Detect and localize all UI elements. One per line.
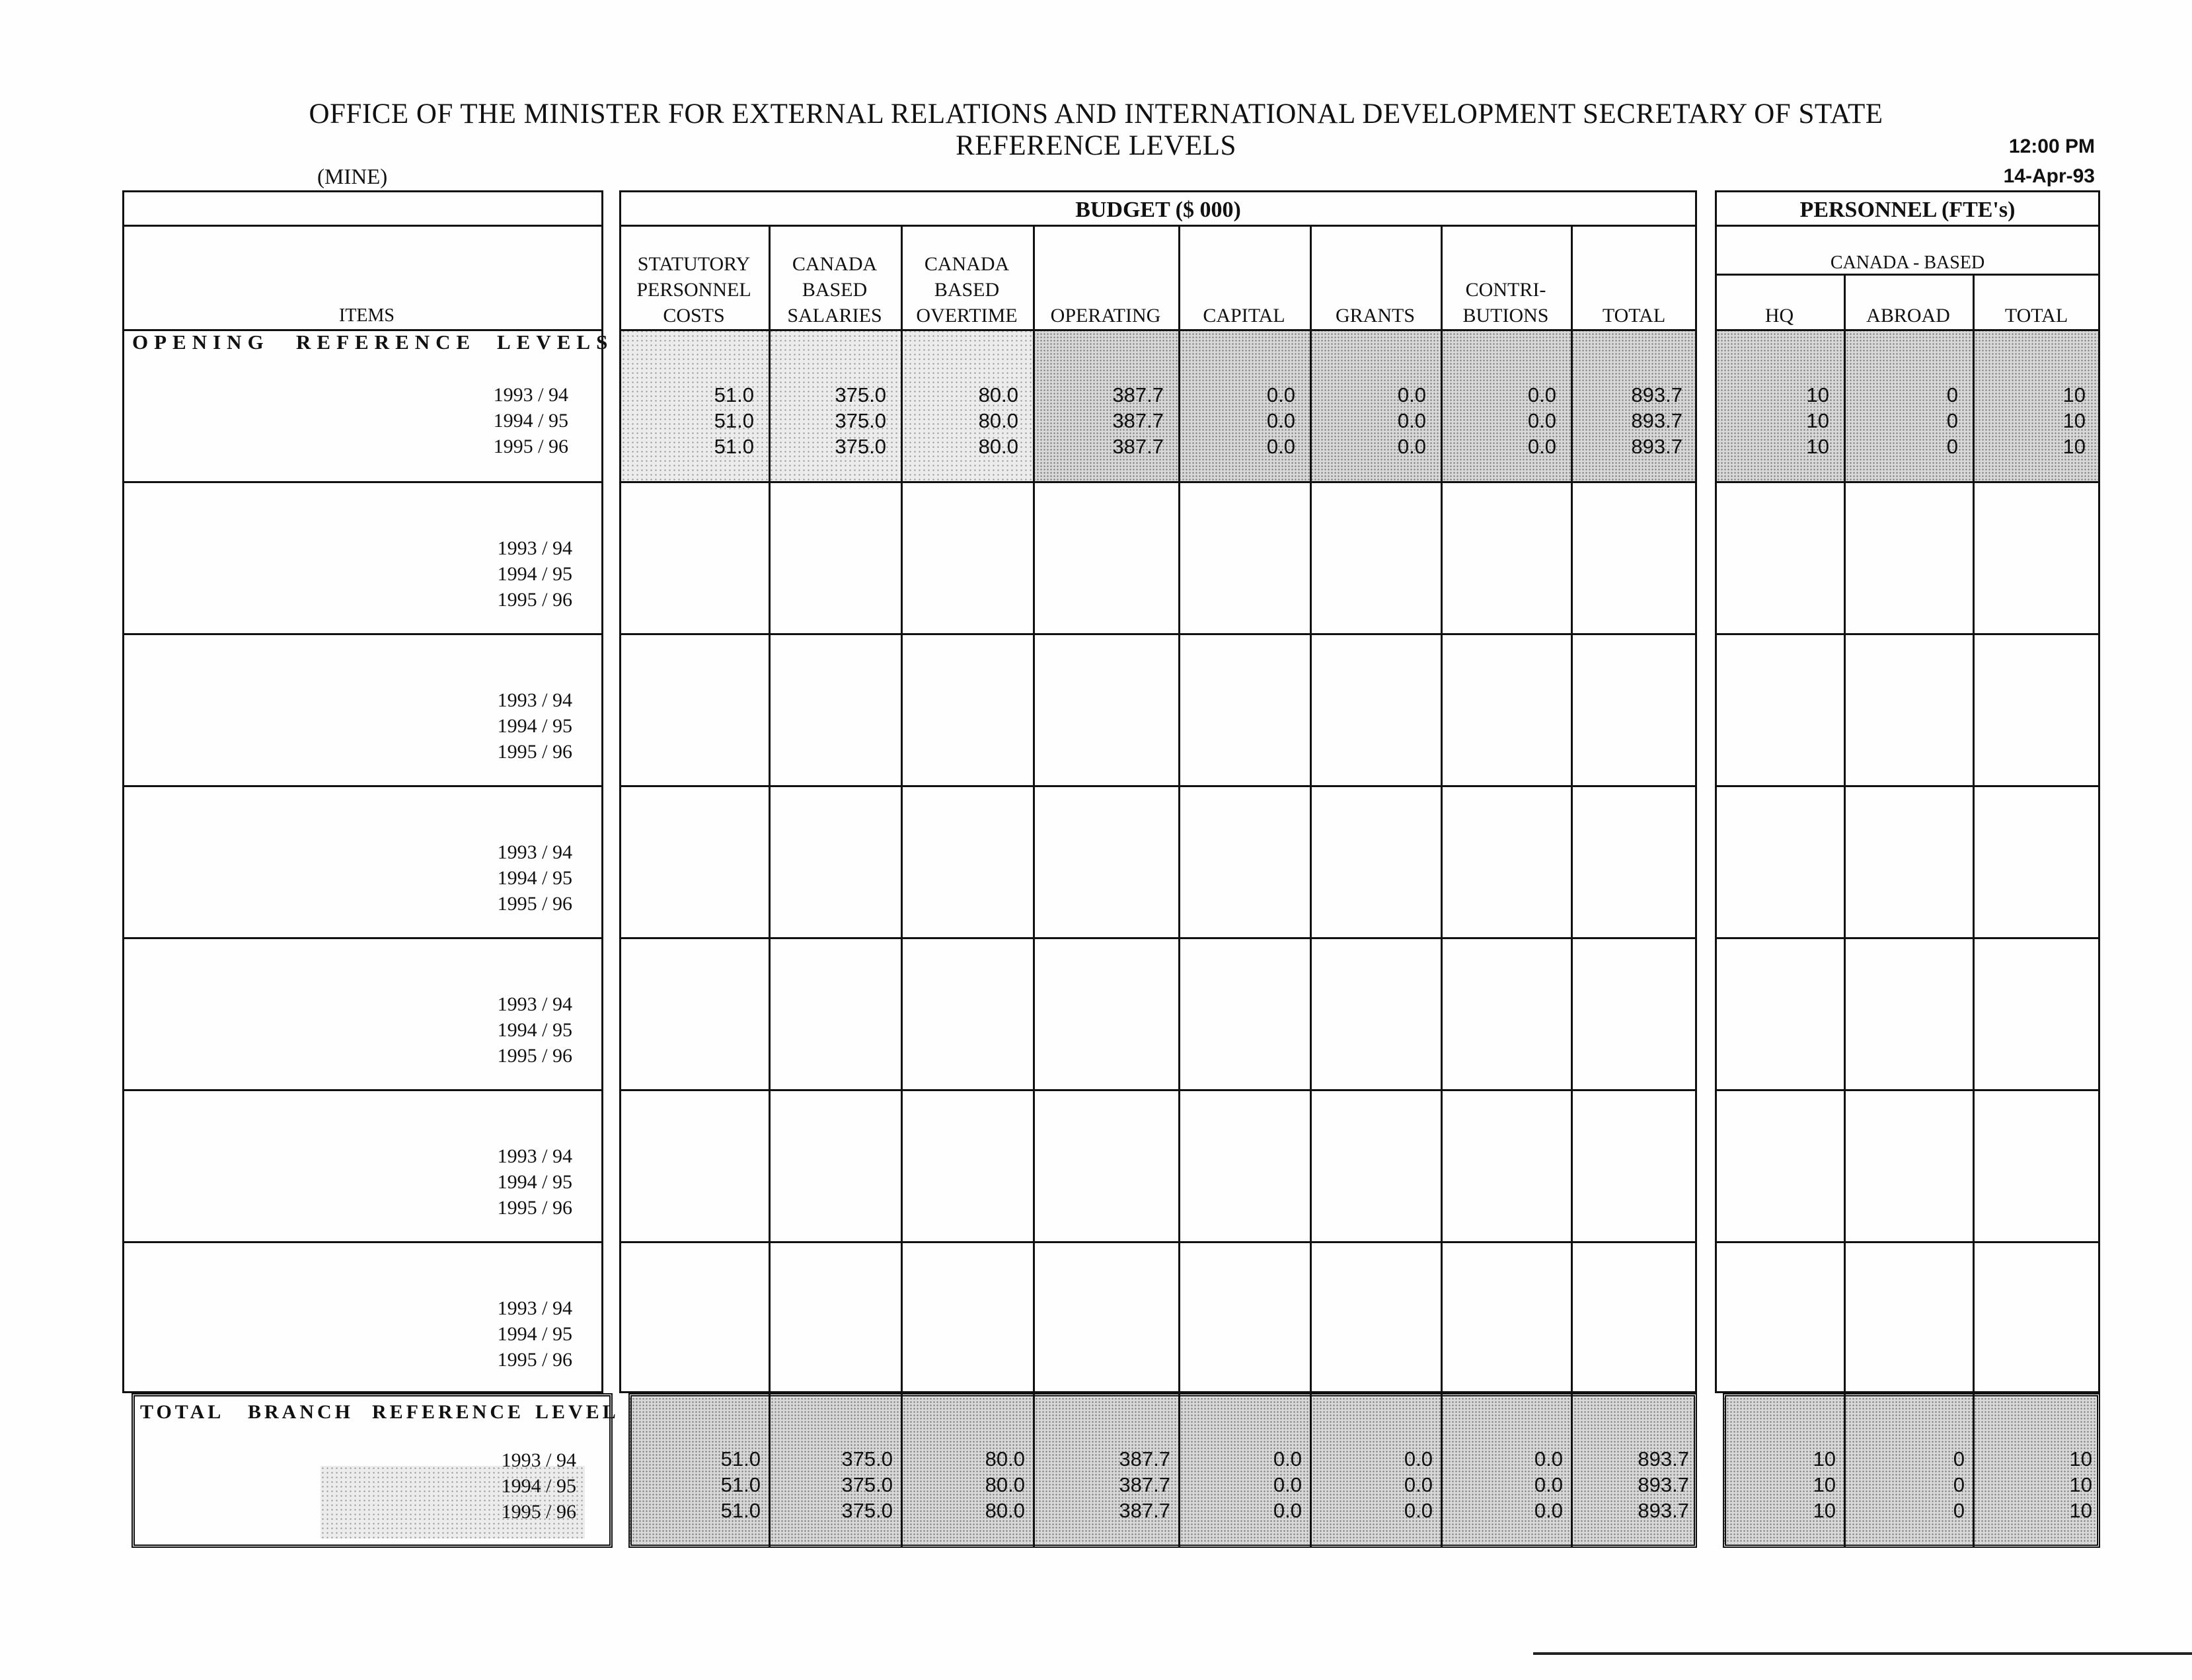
year-label: 1994 / 95 xyxy=(497,1019,572,1041)
data-cell: 0.0 xyxy=(1404,1499,1433,1522)
data-cell: 80.0 xyxy=(985,1499,1025,1522)
canada-based-header: CANADA - BASED xyxy=(1830,252,1985,273)
year-label: 1993 / 94 xyxy=(497,1297,572,1319)
opening-label-part: OPENING xyxy=(132,330,270,354)
block-separator xyxy=(1715,937,2100,939)
total-label-part: BRANCH xyxy=(248,1401,354,1423)
year-label: 1995 / 96 xyxy=(497,741,572,763)
personnel-column-header: TOTAL xyxy=(2004,305,2068,326)
data-cell: 80.0 xyxy=(985,1473,1025,1496)
data-cell: 10 xyxy=(2069,1447,2092,1470)
data-cell: 10 xyxy=(2069,1499,2092,1522)
opening-label-part: LEVELS xyxy=(497,330,614,354)
year-label: 1994 / 95 xyxy=(497,1171,572,1193)
total-label-part: REFERENCE xyxy=(372,1401,525,1423)
block-separator xyxy=(1715,633,2100,635)
budget-panel xyxy=(619,190,1697,1393)
document-title: OFFICE OF THE MINISTER FOR EXTERNAL RELATIONS AND INTERNATIONAL DEVELOPMENT SECRETARY OF STATE xyxy=(309,98,1883,130)
data-cell: 0.0 xyxy=(1527,383,1556,406)
year-label: 1994 / 95 xyxy=(497,715,572,737)
data-cell: 10 xyxy=(1806,409,1829,432)
year-label: 1993 / 94 xyxy=(497,993,572,1015)
header-band-line-2 xyxy=(1715,225,2100,227)
data-cell: 0.0 xyxy=(1273,1473,1302,1496)
data-cell: 51.0 xyxy=(714,409,754,432)
year-label: 1995 / 96 xyxy=(497,893,572,915)
block-separator xyxy=(619,633,1697,635)
year-label: 1993 / 94 xyxy=(497,537,572,559)
data-cell: 0.0 xyxy=(1266,435,1295,458)
org-code: (MINE) xyxy=(317,165,388,189)
year-label: 1994 / 95 xyxy=(497,563,572,585)
data-cell: 0.0 xyxy=(1273,1499,1302,1522)
block-separator xyxy=(1715,481,2100,483)
document-subtitle: REFERENCE LEVELS xyxy=(956,130,1236,161)
data-cell: 80.0 xyxy=(978,435,1018,458)
data-cell: 0.0 xyxy=(1397,435,1426,458)
data-cell: 51.0 xyxy=(720,1473,761,1496)
budget-column-header: OPERATING xyxy=(1050,305,1161,326)
data-cell: 0 xyxy=(1953,1447,1965,1470)
data-cell: 387.7 xyxy=(1112,435,1164,458)
data-cell: 80.0 xyxy=(985,1447,1025,1470)
data-cell: 80.0 xyxy=(978,409,1018,432)
data-cell: 10 xyxy=(1813,1499,1836,1522)
personnel-column-header: HQ xyxy=(1764,305,1794,326)
budget-header: BUDGET ($ 000) xyxy=(1075,198,1241,222)
block-separator xyxy=(1715,785,2100,787)
data-cell: 10 xyxy=(1806,435,1829,458)
personnel-panel xyxy=(1715,190,2100,1393)
budget-column-header: GRANTS xyxy=(1335,305,1415,326)
year-label: 1995 / 96 xyxy=(497,1197,572,1219)
print-date: 14-Apr-93 xyxy=(2003,165,2095,187)
data-cell: 0.0 xyxy=(1273,1447,1302,1470)
year-label: 1995 / 96 xyxy=(497,1349,572,1371)
data-cell: 387.7 xyxy=(1119,1499,1170,1522)
block-separator xyxy=(1715,1089,2100,1091)
data-cell: 10 xyxy=(2062,435,2086,458)
block-separator xyxy=(122,481,603,483)
block-separator xyxy=(619,785,1697,787)
year-label: 1993 / 94 xyxy=(497,841,572,863)
data-cell: 10 xyxy=(2069,1473,2092,1496)
year-label: 1995 / 96 xyxy=(493,436,568,457)
block-separator xyxy=(619,937,1697,939)
data-cell: 10 xyxy=(2062,409,2086,432)
data-cell: 0.0 xyxy=(1527,409,1556,432)
data-cell: 375.0 xyxy=(841,1473,893,1496)
print-time: 12:00 PM xyxy=(2008,135,2095,157)
data-cell: 0.0 xyxy=(1534,1473,1563,1496)
data-cell: 51.0 xyxy=(720,1499,761,1522)
data-cell: 893.7 xyxy=(1631,435,1682,458)
personnel-column-line xyxy=(1844,274,1846,1548)
data-cell: 0.0 xyxy=(1397,409,1426,432)
total-label-part: TOTAL xyxy=(140,1401,225,1423)
budget-column-header: COSTS xyxy=(663,305,725,326)
data-cell: 0 xyxy=(1946,383,1958,406)
data-cell: 51.0 xyxy=(720,1447,761,1470)
data-cell: 893.7 xyxy=(1631,409,1682,432)
data-cell: 375.0 xyxy=(841,1447,893,1470)
items-header: ITEMS xyxy=(339,305,395,326)
block-separator xyxy=(619,1241,1697,1243)
header-band-line-0 xyxy=(122,225,603,227)
data-cell: 10 xyxy=(1813,1447,1836,1470)
data-cell: 893.7 xyxy=(1638,1499,1689,1522)
data-cell: 51.0 xyxy=(714,383,754,406)
data-cell: 0 xyxy=(1946,435,1958,458)
header-bottom-line-2 xyxy=(1715,329,2100,331)
year-label: 1993 / 94 xyxy=(493,384,568,406)
data-cell: 10 xyxy=(2062,383,2086,406)
budget-column-header: OVERTIME xyxy=(916,305,1018,326)
year-label: 1995 / 96 xyxy=(497,589,572,611)
personnel-header: PERSONNEL (FTE's) xyxy=(1799,198,2016,222)
year-label: 1994 / 95 xyxy=(493,410,568,432)
data-cell: 0 xyxy=(1953,1473,1965,1496)
year-label: 1994 / 95 xyxy=(497,867,572,889)
data-cell: 893.7 xyxy=(1638,1447,1689,1470)
block-separator xyxy=(122,937,603,939)
data-cell: 375.0 xyxy=(835,409,886,432)
year-label: 1994 / 95 xyxy=(501,1475,576,1497)
data-cell: 0.0 xyxy=(1404,1473,1433,1496)
budget-column-header: CANADA xyxy=(924,253,1010,275)
data-cell: 0.0 xyxy=(1397,383,1426,406)
year-label: 1993 / 94 xyxy=(501,1449,576,1471)
data-cell: 0.0 xyxy=(1404,1447,1433,1470)
data-cell: 0.0 xyxy=(1534,1447,1563,1470)
data-cell: 375.0 xyxy=(835,383,886,406)
year-label: 1995 / 96 xyxy=(497,1045,572,1067)
data-cell: 0.0 xyxy=(1534,1499,1563,1522)
header-bottom-line-1 xyxy=(619,329,1697,331)
year-label: 1995 / 96 xyxy=(501,1501,576,1523)
data-cell: 387.7 xyxy=(1112,383,1164,406)
personnel-column-header: ABROAD xyxy=(1866,305,1950,326)
data-cell: 0.0 xyxy=(1527,435,1556,458)
budget-column-header: CONTRI- xyxy=(1465,279,1546,301)
opening-label-part: REFERENCE xyxy=(296,330,476,354)
data-cell: 893.7 xyxy=(1638,1473,1689,1496)
block-separator xyxy=(122,1089,603,1091)
block-separator xyxy=(619,1089,1697,1091)
budget-column-header: BUTIONS xyxy=(1462,305,1549,326)
year-label: 1994 / 95 xyxy=(497,1323,572,1345)
data-cell: 10 xyxy=(1813,1473,1836,1496)
data-cell: 0 xyxy=(1953,1499,1965,1522)
data-cell: 0.0 xyxy=(1266,383,1295,406)
data-cell: 0.0 xyxy=(1266,409,1295,432)
budget-column-header: BASED xyxy=(802,279,868,301)
year-label: 1993 / 94 xyxy=(497,1145,572,1167)
data-cell: 893.7 xyxy=(1631,383,1682,406)
data-cell: 80.0 xyxy=(978,383,1018,406)
data-cell: 51.0 xyxy=(714,435,754,458)
block-separator xyxy=(1715,1241,2100,1243)
data-cell: 10 xyxy=(1806,383,1829,406)
budget-column-header: CANADA xyxy=(792,253,878,275)
data-cell: 0 xyxy=(1946,409,1958,432)
budget-column-header: BASED xyxy=(934,279,1000,301)
total-label-part: LEVEL xyxy=(535,1401,619,1423)
year-label: 1993 / 94 xyxy=(497,689,572,711)
budget-column-header: TOTAL xyxy=(1602,305,1666,326)
data-cell: 375.0 xyxy=(835,435,886,458)
block-separator xyxy=(122,1241,603,1243)
budget-column-header: STATUTORY xyxy=(637,253,751,275)
header-band-line-1 xyxy=(619,225,1697,227)
block-separator xyxy=(619,481,1697,483)
data-cell: 387.7 xyxy=(1119,1447,1170,1470)
personnel-column-line xyxy=(1973,274,1975,1548)
budget-column-header: PERSONNEL xyxy=(636,279,751,301)
budget-column-header: SALARIES xyxy=(787,305,882,326)
data-cell: 387.7 xyxy=(1119,1473,1170,1496)
block-separator xyxy=(122,785,603,787)
data-cell: 375.0 xyxy=(841,1499,893,1522)
data-cell: 387.7 xyxy=(1112,409,1164,432)
page-edge-line xyxy=(1533,1652,2192,1655)
budget-column-header: CAPITAL xyxy=(1203,305,1285,326)
block-separator xyxy=(122,633,603,635)
